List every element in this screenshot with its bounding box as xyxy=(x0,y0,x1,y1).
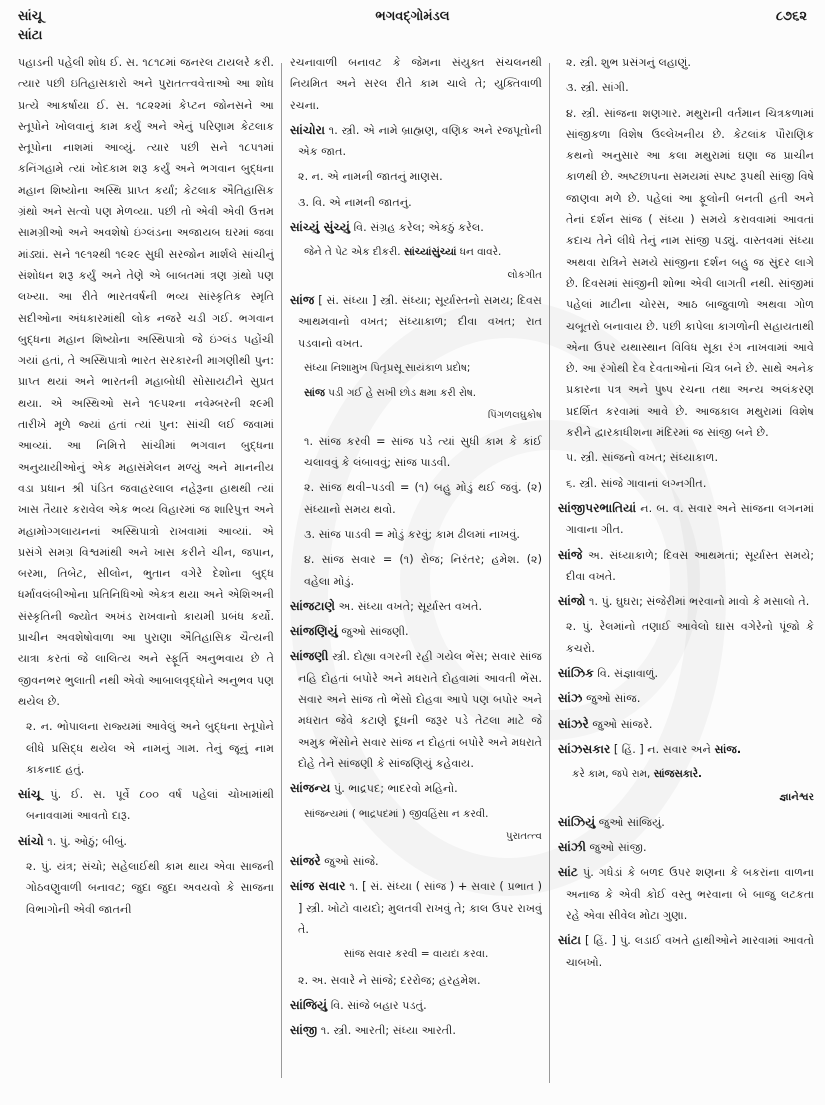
headword: સાંજિયું xyxy=(290,997,328,1012)
entry-santa xyxy=(558,930,814,973)
entry-sanjhik xyxy=(558,663,814,684)
definition: જુઓ સાંજરે. xyxy=(592,717,653,731)
quote-source: જ્ઞાનેશ્વર xyxy=(779,791,814,803)
quotation: સંધ્યા નિશામુખ પિતૃપ્રસૂ સાયંકાળ પ્રદોષ; xyxy=(304,361,471,374)
quotation xyxy=(290,383,542,404)
definition: જુઓ સાંજણી. xyxy=(341,625,409,639)
headword: સાંઝસકાર xyxy=(558,741,611,756)
entry-sanjiyun xyxy=(290,995,542,1016)
quote-source: લોકગીત xyxy=(507,269,542,281)
entry-sanjhi xyxy=(558,837,814,858)
headword: સાંઝરે xyxy=(558,716,589,731)
entry-continuation: પહાડની પહેલી શોધ ઈ. સ. ૧૮૧૮માં જનરલ ટાયલરે કરી. ત્યાર પછી ઇતિહાસકારો અને પુરાતત્ત્વવેત્તાઓ આ શોધ પ્રત્યે આકર્ષાયા ઈ. સ. ૧૮૨૨માં કેપ્ટન જોનસને આ સ્તૂપોને ખોલવાનું કામ કર્યું અને એનું પરિણામ કેટલાક સ્તૂપોના નાશમાં આવ્યું. ત્યાર પછી સને ૧૮૫૧માં કનિંગહામે ત્યાં ખોદકામ શરૂ કર્યું અને ભગવાન બુદ્ધના મહાન શિષ્યોના અસ્થિ પ્રાપ્ત કર્યાં; કેટલાક ઐતિહાસિક ગ્રંથો અને સત્વો પણ મેળવ્યા. પછી તો એવી એવી ઉત્તમ સામગ્રીઓ અને અવશેષો ઇંગ્લંડના અજાયબ ઘરમાં જવા માંડ્યાં. સને ૧૯૧૨થી ૧૯૨૯ સુધી સરજોન માર્શલે સાંચીનું સંશોધન શરૂ કર્યું અને તેણે એ બાબતમાં ત્રણ ગ્રંથો પણ લખ્યા. આ રીતે ભારતવર્ષની ભવ્ય સાંસ્કૃતિક સ્મૃતિ સદીઓના અંધકારમાંથી લોક નજરે ચડી ગઈ. ભગવાન બુદ્ધના મહાન શિષ્યોના અસ્થિપાત્રો જે ઇંગ્લંડ પહોંચી ગયાં હતાં, તે અસ્થિપાત્રો ભારત સરકારની માગણીથી પુન: પ્રાપ્ત થયાં અને ભારતની મહાબોધી સોસાયટીને સુપ્રત થયા. એ અસ્થિઓ સને ૧૯૫૨ના નવેમ્બરની ૨૯મી તારીખે મૂળે જ્યાં હતાં ત્યાં પુન: સાંચી લઈ જવામાં આવ્યાં. આ નિમિત્તે સાંચીમાં ભગવાન બુદ્ધના અનુયાયીઓનું એક મહાસંમેલન મળ્યું અને માનનીય વડા પ્રધાન શ્રી પંડિત જવાહરલાલ નહેરૂના હાથથી ત્યાં ખાસ તૈયાર કરાવેલ એક ભવ્ય વિહારમાં જ શારિપુત્ત અને મહામોગ્ગલાયનનાં અસ્થિપાત્રો રાખવામાં આવ્યાં. એ પ્રસંગે સમગ્ર વિશ્વમાંથી અને ખાસ કરીને ચીન, જપાન, બરમા, તિબેટ, સીલોન, ભુતાન વગેરે દેશોના બુદ્ધ ધર્માવલંબીઓના પ્રતિનિધિઓ એકત્ર થયા અને એશિઅની સંસ્કૃતિની જ્યોત અખંડ રાખવાનો કાયમી પ્રબંધ કર્યો. પ્રાચીન અવશેષોવાળા આ પુરાણા ઐતિહાસિક ચૈત્યની યાત્રા કરતાં જે લાલિત્ય અને સ્ફૂર્તિ અનુભવાય છે તે જીવનભર ભુલાતી નથી એવો આબાલવૃદ્ધોને અનુભવ પણ થયેલ છે. xyxy=(18,56,274,708)
entry-sense: ૨. સ્ત્રી. શુભ પ્રસંગનું લહાણું. xyxy=(566,56,691,69)
quotation: સાંજન્યમાં ( ભાદ્રપદમાં ) જીવહિંસા ન કરવી. xyxy=(304,807,489,820)
entry-sanjhre xyxy=(558,714,814,735)
definition: પું. ઈ. સ. પૂર્વે ૮૦૦ વર્ષ પહેલાં ચોખામાંથી બનાવવામાં આવતો દારૂ. xyxy=(26,788,274,823)
entry-sanj-savar xyxy=(290,876,542,940)
entry-sanjani xyxy=(290,646,542,774)
headword: સાંચો xyxy=(18,833,44,848)
entry-sanchyu xyxy=(290,217,542,238)
entry-sanchu xyxy=(18,784,274,827)
column-divider xyxy=(281,63,282,1078)
column-middle xyxy=(284,36,542,1099)
definition: જુઓ સાંજિયું. xyxy=(598,815,665,829)
column-left xyxy=(18,36,274,1099)
entry-sense: ૫. સ્ત્રી. સાંજનો વખત; સંધ્યાકાળ. xyxy=(566,451,719,465)
headword: સાંઝિક xyxy=(558,666,594,681)
quote-keyword: સાંજ xyxy=(304,387,325,400)
column-divider xyxy=(549,63,550,1083)
definition: જુઓ સાંજે. xyxy=(324,855,379,869)
guide-word-first: સાંચૂ xyxy=(18,9,43,24)
column-right xyxy=(552,36,814,1099)
entry-sanchora xyxy=(290,120,542,163)
entry-sense: ૩. વિ. એ નામની જાતનું. xyxy=(298,195,412,209)
entry-sancho xyxy=(18,831,274,852)
definition: સ્ત્રી. દોહ્યા વગરની રહી ગયેલ ભેંસ; સવાર સાંજ નહિ દોહતાં બપોરે અને મધરાતે દોહવામાં આવતી ભેંસ. સવાર અને સાંજ તો ભેંસો દોહવા આપે પણ બપોર અને મધરાત જેવે કટાણે દૂધની જરૂર પડે તેટલા માટે જે અમુક ભેંસોને સવાર સાંજ ન દોહતાં બપોરે અને મધરાતે દોહે તેને સાંજણી કે સાંજણિયું કહેવાય. xyxy=(298,650,542,770)
entry-sense: ૨. અ. સવારે ને સાંજે; દરરોજ; હરહમેશ. xyxy=(298,973,481,987)
entry-sense: ૨. ન. ભોપાલના રાજ્યમાં આવેલું અને બુદ્ધના સ્તૂપોને લીધે પ્રસિદ્ધ થયેલ એ નામનું ગામ. તેનું જૂનું નામ કાકનાદ હતું. xyxy=(26,720,274,776)
definition: જુઓ સાંજ. xyxy=(586,692,641,706)
guide-word-last: સાંટા xyxy=(18,28,43,43)
headword: સાંજણિયું xyxy=(290,624,338,639)
definition: અ. સંધ્યા વખતે; સૂર્યાસ્ત વખતે. xyxy=(338,599,483,613)
definition: અ. સંધ્યાકાળે; દિવસ આથમતાં; સૂર્યાસ્ત સમયે; દીવા વખતે. xyxy=(566,548,814,583)
definition: જુઓ સાંજી. xyxy=(589,841,647,855)
entry-sanjanya xyxy=(290,778,542,799)
headword: સાંઝી xyxy=(558,840,586,855)
headword: સાંજો xyxy=(558,594,586,609)
definition: ૧. સ્ત્રી. આરતી; સંધ્યા આરતી. xyxy=(320,1024,456,1038)
entry-sanjhsakar xyxy=(558,739,814,760)
definition: [ હિં. ] પું. લડાઈ વખતે હાથીઓને મારવામાં આવતો ચાબખો. xyxy=(566,934,814,969)
entry-continuation: રચનાવાળી બનાવટ કે જેમના સંયુક્ત સંચલનથી નિયમિત અને સરલ રીતે કામ ચાલે તે; યુક્તિવાળી રચના. xyxy=(290,56,542,112)
quotation xyxy=(558,764,814,785)
definition: પું. ગધેડાં કે બળદ ઉપર શણના કે બકરાંના વાળના અનાજ કે એવી કોઈ વસ્તુ ભરવાના બે બાજુ લટકતા રહે એવા સીવેલ મોટા ગુણા. xyxy=(566,866,814,922)
headword: સાંજીપરભાતિયાં xyxy=(558,500,637,515)
entry-sense: ૬. સ્ત્રી. સાંજે ગાવાનાં લગ્નગીત. xyxy=(566,476,707,490)
idiom: ૧. સાંજ કરવી = સાંજ પડે ત્યાં સુધી કામ કે કાંઈ ચલાવવું કે લંબાવવું; સાંજ પાડવી. xyxy=(304,434,542,470)
quote-text: ધન વાવરે. xyxy=(459,246,502,259)
quote-source: પિંગળલઘુકોષ xyxy=(487,410,542,422)
definition: વિ. સંજ્ઞાવાળું. xyxy=(597,667,659,681)
headword: સાંચ્યું સુંચ્યું xyxy=(290,220,351,235)
definition: ૧. [ સં. સંધ્યા ( સાંજ ) + સવાર ( પ્રભાત ) ] સ્ત્રી. ખોટો વાયદો; મુલતવી રાખવું તે; કાલ ઉપર રાખવું તે. xyxy=(298,880,542,936)
headword: સાંજન્ય xyxy=(290,781,331,796)
definition: ૧. સ્ત્રી. એ નામે બ્રાહ્મણ, વણિક અને રજપૂતોની એક જાત. xyxy=(298,123,542,159)
quote-text: પડી ગઈ હે સખી છોડ ક્ષમા કરી રોષ. xyxy=(328,387,477,400)
entry-sanjiprabhatiyan xyxy=(558,498,814,541)
definition: વિ. સંગ્રહ કરેલ; એકઠું કરેલ. xyxy=(353,221,484,235)
definition: વિ. સાંજે બહાર પડતું. xyxy=(330,998,427,1012)
quote-text: કરે કામ, જપે રામ, xyxy=(572,768,651,781)
headword: સાંચૂ xyxy=(18,787,41,802)
quote-keyword: સાંચ્યાંસુંચ્યાં xyxy=(403,246,457,259)
definition: પું. ભાદ્રપદ; ભાદરવો મહિનો. xyxy=(334,782,458,796)
headword: સાંજટાણે xyxy=(290,598,336,613)
definition: ૧. પું. ઘુઘરા; સંજેરીમાં ભરવાનો માવો કે મસાલો તે. xyxy=(589,595,810,609)
entry-sanjhiyun xyxy=(558,812,814,833)
entry-sense: ૪. સ્ત્રી. સાંજના શણગાર. મથુરાની વર્તમાન ચિત્રકળામાં સાંજીકળા વિશેષ ઉલ્લેખનીય છે. કેટલાંક પૌરાણિક કથનો અનુસાર આ કલા મથુરામાં ઘણા જ પ્રાચીન કાળથી છે. અષ્ટછાપના સમયમાં સ્પષ્ટ રૂપથી સાંજી વિષે જાણવા મળે છે. પહેલાં આ ફૂલોની બનતી હતી અને તેનાં દર્શન સાંજ ( સંધ્યા ) સમયે કરાવવામાં આવતાં કદાચ તેને લીધે તેનું નામ સાંજી પડ્યું. વાસ્તવમાં સંધ્યા અથવા રાત્રિને સમયે સાંજીના દર્શન બહુ જ સુંદર લાગે છે. દિવસમાં સાંજીની શોભા એવી લાગતી નથી. સાંજીમાં પહેલાં માટીના ચોરસ, આઠ બાજુવાળો અથવા ગોળ ચબૂતરો બનાવાય છે. પછી કાપેલા કાગળોની સહાયતાથી એના ઉપર યથાસ્થાન વિવિધ સૂકા રંગ નાખવામાં આવે છે. આ રંગોથી દેવ દેવતાઓનાં ચિત્ર બને છે. સાથે અનેક પ્રકારના પત્ર અને પુષ્પ રચના તથા અન્ય અલંકરણ પ્રદર્શિત કરવામાં આવે છે. આજકાલ મથુરામાં વિશેષ કરીને દ્વારકાધીશના મંદિરમાં જ સાંજી બને છે. xyxy=(566,106,814,440)
definition: [ સં. સંધ્યા ] સ્ત્રી. સંધ્યા; સૂર્યાસ્તનો સમય; દિવસ આથમવાનો વખત; સંધ્યાકાળ; દીવા વખત; રાત પડવાનો વખત. xyxy=(298,293,542,350)
idiom: સાંજ સવાર કરવી = વાયદા કરવા. xyxy=(343,948,489,961)
headword: સાંજરે xyxy=(290,854,321,869)
entry-sanje xyxy=(558,545,814,588)
entry-sanji xyxy=(290,1020,542,1041)
entry-sense: ૩. સ્ત્રી. સાંગી. xyxy=(566,81,629,95)
idiom: ૪. સાંજ સવાર = (૧) રોજ; નિરંતર; હમેશ. (૨) વહેલા મોડું. xyxy=(304,553,542,588)
headword: સાંઝિયું xyxy=(558,814,596,829)
headword: સાંટા xyxy=(558,933,581,948)
headword: સાંચોરા xyxy=(290,122,325,137)
definition: ૧. પું. ઓઠું; બીબું. xyxy=(47,834,127,848)
headword: સાંજણી xyxy=(290,649,329,664)
entry-sanjo xyxy=(558,591,814,612)
idiom: ૩. સાંજ પાડવી = મોડું કરવું; કામ ઢીલમાં નાખવું. xyxy=(304,527,520,541)
dictionary-title: ભગવદ્ગોમંડલ xyxy=(375,9,450,24)
quote-keyword: સાંજસકારે. xyxy=(653,768,702,781)
entry-sense: ૨. ન. એ નામની જાતનું માણસ. xyxy=(298,170,443,184)
quotation xyxy=(290,242,542,263)
entry-sanjare xyxy=(290,851,542,872)
definition: [ હિં. ] ન. સવાર અને xyxy=(613,742,711,756)
headword: સાંજી xyxy=(290,1023,318,1038)
headword: સાંજ xyxy=(290,292,315,307)
headword: સાંટ xyxy=(558,865,578,880)
headword: સાંજે xyxy=(558,547,583,562)
definition-keyword: સાંજ. xyxy=(714,742,742,756)
entry-sanj xyxy=(290,290,542,354)
entry-sense: ૨. પું. રેલમાંનો તણાઈ આવેલો ઘાસ વગેરેનો પૂંજો કે કચરો. xyxy=(566,620,814,655)
idiom: ૨. સાંજ થવી–પડવી = (૧) બહુ મોડું થઈ જવું. (૨) સંધ્યાનો સમય થવો. xyxy=(304,481,542,516)
entry-sanjaniyun xyxy=(290,621,542,642)
quote-source: પુરાતત્ત્વ xyxy=(506,830,542,842)
headword: સાંજ સવાર xyxy=(290,879,346,894)
definition: ન. બ. વ. સવાર અને સાંજના લગનમાં ગાવાના ગીત. xyxy=(566,501,814,537)
quote-text: જેને તે પેટ એક દીકરી. xyxy=(304,246,401,259)
headword: સાંઝ xyxy=(558,691,583,706)
entry-sanjtane xyxy=(290,596,542,617)
entry-sanjh xyxy=(558,688,814,709)
entry-sant xyxy=(558,862,814,926)
page-number: ૮૭૬૨ xyxy=(775,9,807,24)
entry-sense: ૨. પું. યંત્ર; સંચો; સહેલાઈથી કામ થાય એવા સાજની ગોઠવણુવાળી બનાવટ; જુદા જુદા અવયવો કે સાજના વિભાગોની એવી જાતની xyxy=(26,859,274,916)
